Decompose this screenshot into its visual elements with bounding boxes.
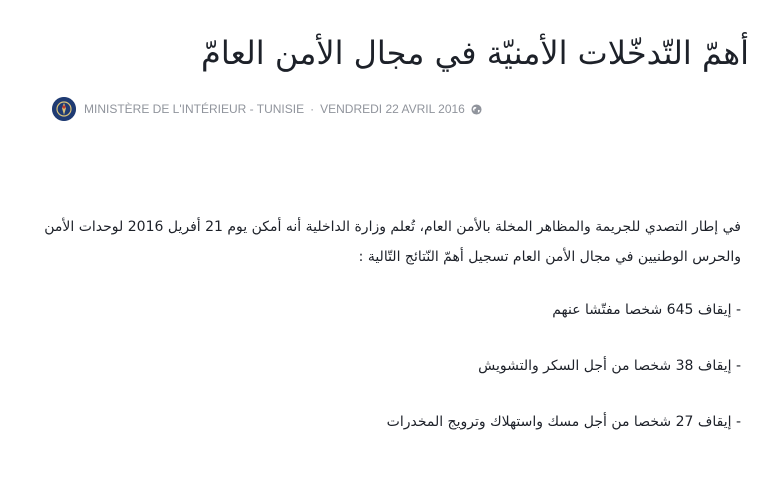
paragraph-text: في إطار التصدي للجريمة والمظاهر المخلة بالأمن العام، تُعلم وزارة الداخلية أنه أمكن يوم 21 أفريل 2016 لوحدات الأمن والحرس الوطنيين في مجال الأمن العام تسجيل أهمّ النّتائج التّالية : xyxy=(44,219,741,265)
publish-date[interactable]: VENDREDI 22 AVRIL 2016 xyxy=(320,102,465,116)
note-list-item xyxy=(41,408,741,436)
note-list-item xyxy=(41,296,741,324)
list-item-text: - إيقاف 27 شخصا من أجل مسك واستهلاك وترويج المخدرات xyxy=(386,414,741,430)
list-item-text: - إيقاف 645 شخصا مفتّشا عنهم xyxy=(552,302,741,318)
note-list-item xyxy=(41,352,741,380)
list-item-text: - إيقاف 38 شخصا من أجل السكر والتشويش xyxy=(478,358,741,374)
note-meta xyxy=(52,96,482,122)
author-link[interactable]: MINISTÈRE DE L'INTÉRIEUR - TUNISIE xyxy=(84,102,305,116)
note-paragraph xyxy=(41,212,741,272)
meta-separator: · xyxy=(310,102,315,116)
note-title: أهمّ التّدخّلات الأمنيّة في مجال الأمن العامّ xyxy=(201,34,749,72)
globe-icon[interactable] xyxy=(471,104,482,115)
ministry-emblem-icon[interactable] xyxy=(52,97,76,121)
